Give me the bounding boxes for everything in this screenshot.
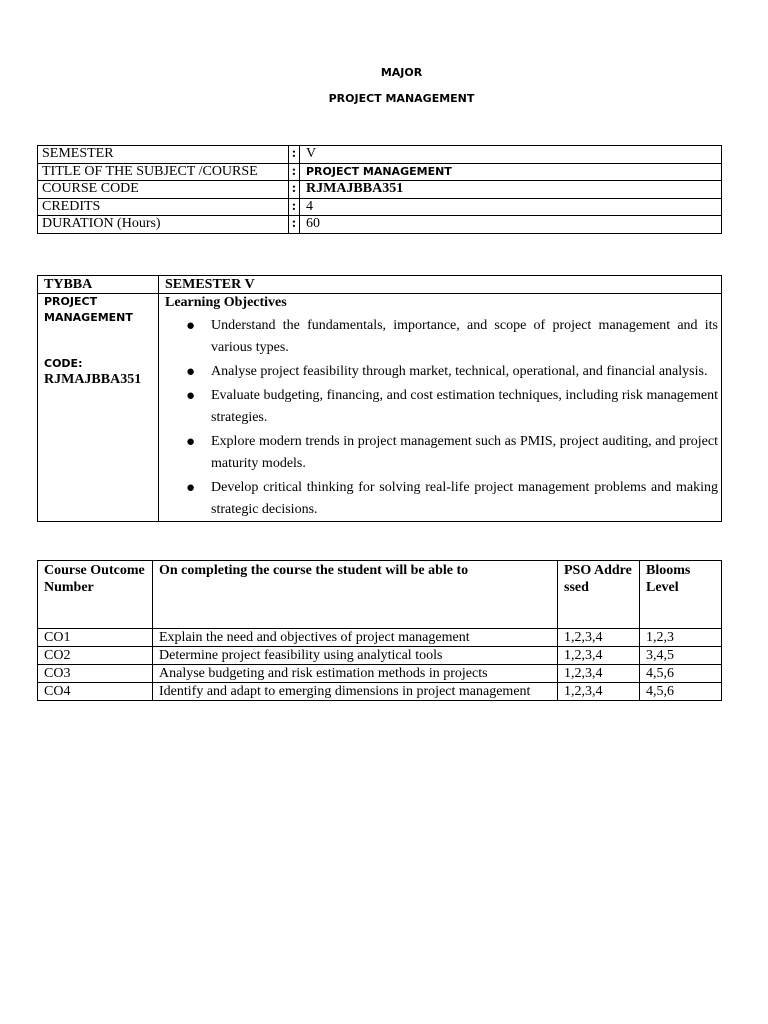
co-number: CO3	[38, 665, 153, 683]
bullet-icon: ●	[186, 318, 196, 334]
bullet-icon: ●	[186, 434, 196, 450]
subject-name: PROJECT MANAGEMENT	[44, 295, 133, 324]
co-number: CO1	[38, 629, 153, 647]
blooms-value: 1,2,3	[640, 629, 722, 647]
course-info-separator: :	[289, 198, 300, 216]
table-row	[38, 665, 722, 683]
list-item	[165, 315, 718, 359]
list-item	[165, 477, 718, 521]
course-info-label: COURSE CODE	[38, 181, 289, 199]
course-info-row	[38, 163, 722, 181]
document-heading-title: PROJECT MANAGEMENT	[328, 92, 475, 105]
bullet-icon: ●	[186, 480, 196, 496]
course-info-value: PROJECT MANAGEMENT	[300, 163, 722, 181]
co-description: Determine project feasibility using analytical tools	[153, 647, 558, 665]
pso-value: 1,2,3,4	[558, 629, 640, 647]
table-row	[38, 629, 722, 647]
co-description: Analyse budgeting and risk estimation methods in projects	[153, 665, 558, 683]
outcomes-header-row	[38, 561, 722, 629]
objective-text: Evaluate budgeting, financing, and cost estimation techniques, including risk management strategies.	[211, 388, 718, 425]
objective-text: Analyse project feasibility through market, technical, operational, and financial analysis.	[211, 364, 708, 379]
pso-value: 1,2,3,4	[558, 683, 640, 701]
blooms-value: 4,5,6	[640, 665, 722, 683]
column-header: PSO Addressed	[558, 561, 640, 629]
objectives-body-row	[38, 294, 722, 522]
objective-text: Develop critical thinking for solving real-life project management problems and making strategic decisions.	[211, 480, 718, 517]
course-info-separator: :	[289, 181, 300, 199]
semester-label: SEMESTER V	[159, 276, 722, 294]
list-item	[165, 431, 718, 475]
co-description: Explain the need and objectives of project management	[153, 629, 558, 647]
pso-value: 1,2,3,4	[558, 647, 640, 665]
objectives-list	[165, 315, 718, 521]
column-header: Course Outcome Number	[38, 561, 153, 629]
course-info-value: V	[300, 146, 722, 164]
course-info-row	[38, 216, 722, 234]
bullet-icon: ●	[186, 364, 196, 380]
objectives-cell	[159, 294, 722, 522]
course-info-value: 4	[300, 198, 722, 216]
course-info-separator: :	[289, 163, 300, 181]
course-info-value: RJMAJBBA351	[300, 181, 722, 199]
blooms-value: 4,5,6	[640, 683, 722, 701]
objectives-title: Learning Objectives	[165, 295, 287, 310]
course-info-row	[38, 198, 722, 216]
code-label: CODE:	[44, 357, 83, 370]
table-row	[38, 647, 722, 665]
column-header: On completing the course the student will be able to	[153, 561, 558, 629]
course-info-separator: :	[289, 146, 300, 164]
course-info-label: TITLE OF THE SUBJECT /COURSE	[38, 163, 289, 181]
table-row	[38, 683, 722, 701]
column-header: Blooms Level	[640, 561, 722, 629]
blooms-value: 3,4,5	[640, 647, 722, 665]
list-item	[165, 385, 718, 429]
course-info-row	[38, 146, 722, 164]
objective-text: Explore modern trends in project management such as PMIS, project auditing, and project maturity models.	[211, 434, 718, 471]
course-info-label: SEMESTER	[38, 146, 289, 164]
code-value: RJMAJBBA351	[44, 372, 142, 387]
learning-objectives-table	[37, 275, 722, 522]
course-info-label: CREDITS	[38, 198, 289, 216]
course-info-row	[38, 181, 722, 199]
co-number: CO2	[38, 647, 153, 665]
co-number: CO4	[38, 683, 153, 701]
program-label: TYBBA	[38, 276, 159, 294]
bullet-icon: ●	[186, 388, 196, 404]
co-description: Identify and adapt to emerging dimensions in project management	[153, 683, 558, 701]
course-outcomes-table	[37, 560, 722, 701]
course-info-value: 60	[300, 216, 722, 234]
course-info-table	[37, 145, 722, 234]
objectives-header-row	[38, 276, 722, 294]
pso-value: 1,2,3,4	[558, 665, 640, 683]
list-item	[165, 361, 718, 383]
subject-cell	[38, 294, 159, 522]
document-heading-major: MAJOR	[380, 66, 423, 79]
objective-text: Understand the fundamentals, importance, and scope of project management and its various types.	[211, 318, 718, 355]
course-info-label: DURATION (Hours)	[38, 216, 289, 234]
course-info-separator: :	[289, 216, 300, 234]
